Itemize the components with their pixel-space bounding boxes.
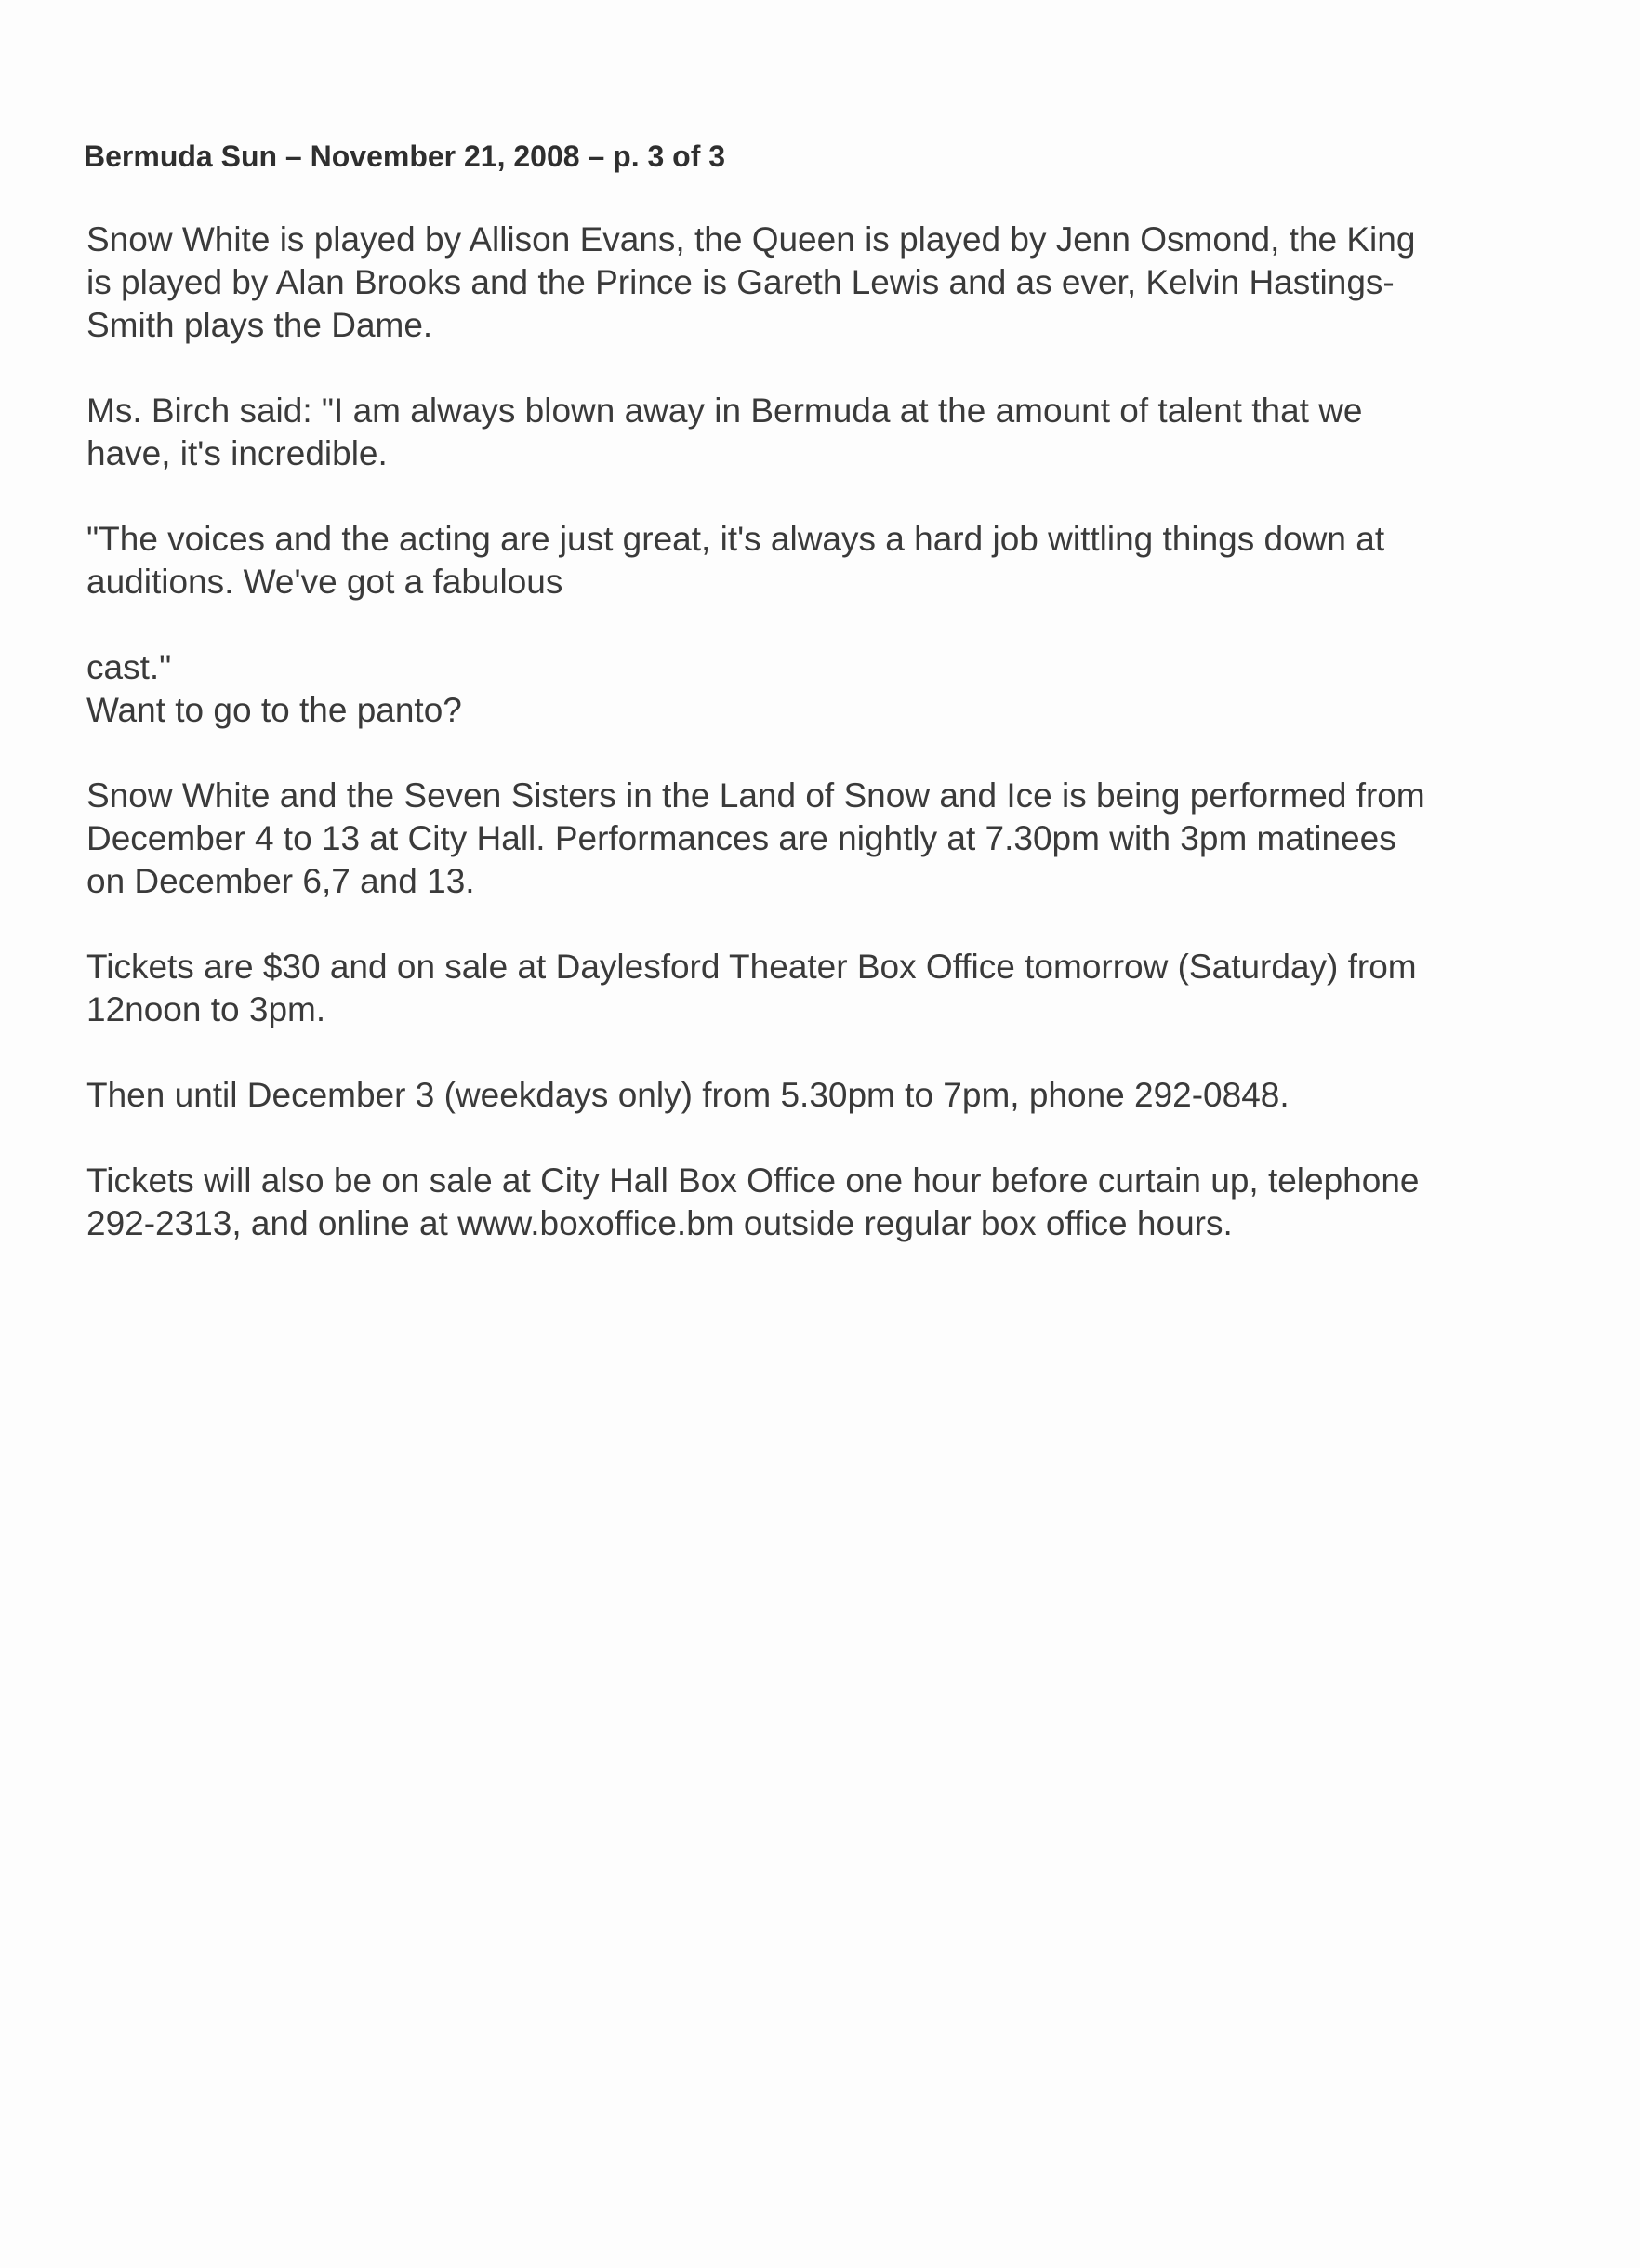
text-line: 12noon to 3pm. xyxy=(86,990,326,1028)
text-line: Smith plays the Dame. xyxy=(86,306,433,344)
document-header: Bermuda Sun – November 21, 2008 – p. 3 of 3 xyxy=(84,139,726,173)
text-line: auditions. We've got a fabulous xyxy=(86,563,563,601)
article-body xyxy=(86,219,1574,1245)
text-line: on December 6,7 and 13. xyxy=(86,862,475,900)
text-line: Snow White and the Seven Sisters in the Land of Snow and Ice is being performed from xyxy=(86,776,1425,815)
text-line: Snow White is played by Allison Evans, the Queen is played by Jenn Osmond, the King xyxy=(86,220,1416,259)
paragraph-birch-quote xyxy=(86,390,1574,475)
paragraph-tickets xyxy=(86,946,1574,1031)
paragraph-city-hall xyxy=(86,1160,1574,1245)
text-line: Want to go to the panto? xyxy=(86,691,462,729)
text-line: December 4 to 13 at City Hall. Performances are nightly at 7.30pm with 3pm matinees xyxy=(86,819,1396,857)
text-line: "The voices and the acting are just great, it's always a hard job wittling things down at xyxy=(86,520,1385,558)
paragraph-voices-quote xyxy=(86,518,1574,603)
text-line: is played by Alan Brooks and the Prince is Gareth Lewis and as ever, Kelvin Hastings- xyxy=(86,263,1395,301)
text-line: 292-2313, and online at www.boxoffice.bm outside regular box office hours. xyxy=(86,1204,1233,1242)
text-line: Tickets are $30 and on sale at Daylesford Theater Box Office tomorrow (Saturday) from xyxy=(86,948,1417,986)
paragraph-cast xyxy=(86,219,1574,347)
text-line: have, it's incredible. xyxy=(86,434,388,472)
text-line: Ms. Birch said: "I am always blown away in Bermuda at the amount of talent that we xyxy=(86,391,1363,430)
paragraph-weekdays xyxy=(86,1074,1574,1117)
paragraph-panto-heading xyxy=(86,646,1574,732)
paragraph-performances xyxy=(86,775,1574,903)
text-line: Then until December 3 (weekdays only) from 5.30pm to 7pm, phone 292-0848. xyxy=(86,1076,1290,1114)
text-line: cast." xyxy=(86,648,172,686)
text-line: Tickets will also be on sale at City Hall Box Office one hour before curtain up, telephone xyxy=(86,1161,1420,1200)
